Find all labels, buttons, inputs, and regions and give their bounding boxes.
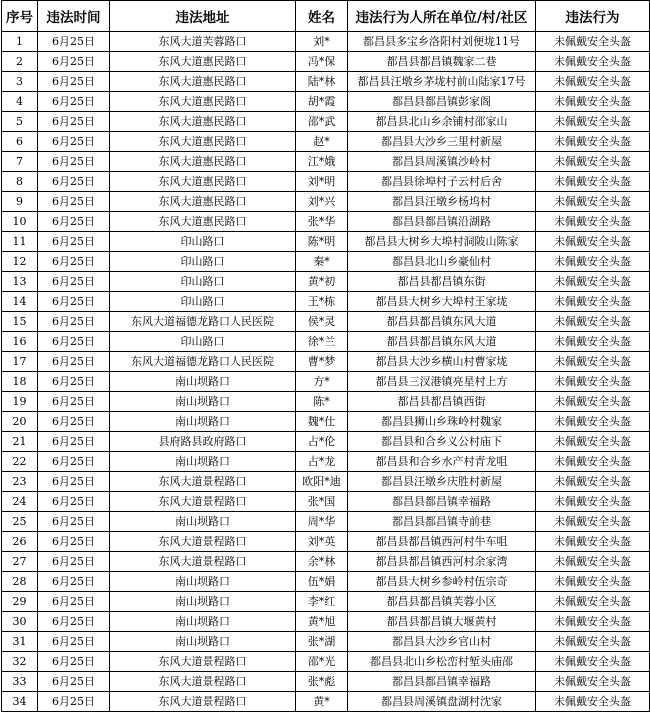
cell-behavior: 未佩戴安全头盔 <box>536 452 650 472</box>
cell-address: 东风大道惠民路口 <box>110 92 296 112</box>
cell-name: 刘*明 <box>296 172 348 192</box>
table-row <box>2 232 650 252</box>
table-row <box>2 192 650 212</box>
cell-unit: 都昌县和合乡义公村庙下 <box>348 432 536 452</box>
cell-time: 6月25日 <box>38 312 110 332</box>
cell-behavior: 未佩戴安全头盔 <box>536 492 650 512</box>
cell-name: 张*彪 <box>296 672 348 692</box>
cell-name: 江*娥 <box>296 152 348 172</box>
cell-unit: 都昌县都昌镇东风大道 <box>348 332 536 352</box>
cell-name: 刘* <box>296 32 348 52</box>
cell-index: 23 <box>2 472 38 492</box>
cell-unit: 都昌县都昌镇东街 <box>348 272 536 292</box>
cell-name: 曹*梦 <box>296 352 348 372</box>
cell-behavior: 未佩戴安全头盔 <box>536 572 650 592</box>
cell-address: 东风大道惠民路口 <box>110 152 296 172</box>
cell-name: 陈* <box>296 392 348 412</box>
cell-name: 占*伦 <box>296 432 348 452</box>
cell-time: 6月25日 <box>38 232 110 252</box>
table-row <box>2 212 650 232</box>
table-row <box>2 272 650 292</box>
cell-index: 28 <box>2 572 38 592</box>
cell-unit: 都昌县都昌镇西河村余家湾 <box>348 552 536 572</box>
cell-address: 南山坝路口 <box>110 452 296 472</box>
table-row <box>2 92 650 112</box>
table-row <box>2 652 650 672</box>
cell-time: 6月25日 <box>38 512 110 532</box>
table-row <box>2 132 650 152</box>
cell-index: 12 <box>2 252 38 272</box>
header-violator-unit: 违法行为人所在单位/村/社区 <box>348 1 536 32</box>
cell-index: 17 <box>2 352 38 372</box>
cell-index: 1 <box>2 32 38 52</box>
table-row <box>2 172 650 192</box>
table-row <box>2 292 650 312</box>
cell-time: 6月25日 <box>38 52 110 72</box>
cell-name: 黄* <box>296 692 348 712</box>
cell-address: 东风大道惠民路口 <box>110 212 296 232</box>
cell-address: 东风大道景程路口 <box>110 532 296 552</box>
cell-unit: 都昌县都昌镇彭家阁 <box>348 92 536 112</box>
cell-unit: 都昌县都昌镇幸福路 <box>348 672 536 692</box>
cell-name: 魏*仕 <box>296 412 348 432</box>
cell-name: 张*湖 <box>296 632 348 652</box>
cell-behavior: 未佩戴安全头盔 <box>536 332 650 352</box>
table-row <box>2 512 650 532</box>
cell-unit: 都昌县都昌镇芙蓉小区 <box>348 592 536 612</box>
cell-index: 19 <box>2 392 38 412</box>
cell-address: 东风大道景程路口 <box>110 652 296 672</box>
cell-unit: 都昌县都昌镇西河村牛车咀 <box>348 532 536 552</box>
cell-address: 东风大道景程路口 <box>110 472 296 492</box>
cell-address: 印山路口 <box>110 272 296 292</box>
table-row <box>2 492 650 512</box>
header-name: 姓名 <box>296 1 348 32</box>
cell-name: 占*龙 <box>296 452 348 472</box>
cell-index: 34 <box>2 692 38 712</box>
cell-time: 6月25日 <box>38 572 110 592</box>
cell-name: 邵*武 <box>296 112 348 132</box>
cell-behavior: 未佩戴安全头盔 <box>536 212 650 232</box>
cell-time: 6月25日 <box>38 532 110 552</box>
table-row <box>2 52 650 72</box>
cell-behavior: 未佩戴安全头盔 <box>536 32 650 52</box>
cell-behavior: 未佩戴安全头盔 <box>536 672 650 692</box>
cell-index: 8 <box>2 172 38 192</box>
cell-behavior: 未佩戴安全头盔 <box>536 532 650 552</box>
table-row <box>2 112 650 132</box>
cell-behavior: 未佩戴安全头盔 <box>536 172 650 192</box>
cell-name: 冯*保 <box>296 52 348 72</box>
cell-time: 6月25日 <box>38 32 110 52</box>
table-row <box>2 632 650 652</box>
table-row <box>2 372 650 392</box>
cell-index: 4 <box>2 92 38 112</box>
cell-address: 南山坝路口 <box>110 632 296 652</box>
cell-behavior: 未佩戴安全头盔 <box>536 112 650 132</box>
cell-name: 刘*英 <box>296 532 348 552</box>
cell-address: 东风大道惠民路口 <box>110 132 296 152</box>
table-row <box>2 532 650 552</box>
cell-time: 6月25日 <box>38 432 110 452</box>
cell-name: 刘*兴 <box>296 192 348 212</box>
cell-name: 张*国 <box>296 492 348 512</box>
cell-address: 南山坝路口 <box>110 512 296 532</box>
cell-unit: 都昌县徐埠村子云村后舍 <box>348 172 536 192</box>
cell-address: 东风大道惠民路口 <box>110 72 296 92</box>
cell-name: 邵*光 <box>296 652 348 672</box>
cell-name: 欧阳*迪 <box>296 472 348 492</box>
cell-unit: 都昌县北山乡余铺村邵家山 <box>348 112 536 132</box>
cell-behavior: 未佩戴安全头盔 <box>536 692 650 712</box>
cell-time: 6月25日 <box>38 592 110 612</box>
table-row <box>2 672 650 692</box>
violation-table <box>1 0 650 712</box>
cell-name: 方* <box>296 372 348 392</box>
cell-index: 2 <box>2 52 38 72</box>
cell-index: 9 <box>2 192 38 212</box>
cell-behavior: 未佩戴安全头盔 <box>536 432 650 452</box>
cell-address: 东风大道福德龙路口人民医院 <box>110 352 296 372</box>
cell-name: 周*华 <box>296 512 348 532</box>
cell-index: 33 <box>2 672 38 692</box>
cell-index: 11 <box>2 232 38 252</box>
cell-address: 东风大道惠民路口 <box>110 172 296 192</box>
cell-time: 6月25日 <box>38 252 110 272</box>
cell-unit: 都昌县都昌镇西街 <box>348 392 536 412</box>
cell-behavior: 未佩戴安全头盔 <box>536 92 650 112</box>
cell-unit: 都昌县周溪镇盘湖村沈家 <box>348 692 536 712</box>
cell-behavior: 未佩戴安全头盔 <box>536 472 650 492</box>
table-header <box>2 1 650 32</box>
table-body <box>2 32 650 712</box>
cell-name: 侯*灵 <box>296 312 348 332</box>
table-row <box>2 432 650 452</box>
cell-unit: 都昌县都昌镇东风大道 <box>348 312 536 332</box>
cell-index: 24 <box>2 492 38 512</box>
cell-time: 6月25日 <box>38 632 110 652</box>
cell-time: 6月25日 <box>38 552 110 572</box>
cell-index: 14 <box>2 292 38 312</box>
cell-address: 印山路口 <box>110 252 296 272</box>
cell-unit: 都昌县狮山乡珠岭村魏家 <box>348 412 536 432</box>
cell-address: 东风大道景程路口 <box>110 692 296 712</box>
cell-name: 张*华 <box>296 212 348 232</box>
cell-behavior: 未佩戴安全头盔 <box>536 512 650 532</box>
cell-time: 6月25日 <box>38 352 110 372</box>
cell-index: 21 <box>2 432 38 452</box>
table-row <box>2 252 650 272</box>
cell-time: 6月25日 <box>38 332 110 352</box>
cell-time: 6月25日 <box>38 412 110 432</box>
cell-time: 6月25日 <box>38 372 110 392</box>
cell-time: 6月25日 <box>38 612 110 632</box>
cell-time: 6月25日 <box>38 292 110 312</box>
table-row <box>2 552 650 572</box>
cell-index: 15 <box>2 312 38 332</box>
cell-behavior: 未佩戴安全头盔 <box>536 232 650 252</box>
cell-behavior: 未佩戴安全头盔 <box>536 132 650 152</box>
cell-address: 南山坝路口 <box>110 572 296 592</box>
cell-address: 东风大道景程路口 <box>110 492 296 512</box>
cell-behavior: 未佩戴安全头盔 <box>536 52 650 72</box>
cell-unit: 都昌县汪墩乡茅垅村前山陆家17号 <box>348 72 536 92</box>
cell-index: 5 <box>2 112 38 132</box>
table-row <box>2 72 650 92</box>
header-row <box>2 1 650 32</box>
cell-address: 东风大道惠民路口 <box>110 112 296 132</box>
cell-time: 6月25日 <box>38 692 110 712</box>
cell-index: 3 <box>2 72 38 92</box>
cell-index: 27 <box>2 552 38 572</box>
cell-index: 6 <box>2 132 38 152</box>
cell-name: 伍*娟 <box>296 572 348 592</box>
cell-unit: 都昌县周溪镇沙岭村 <box>348 152 536 172</box>
cell-unit: 都昌县大沙乡三里村新屋 <box>348 132 536 152</box>
table-row <box>2 352 650 372</box>
cell-name: 黄*初 <box>296 272 348 292</box>
cell-unit: 都昌县三汊港镇亮星村上方 <box>348 372 536 392</box>
cell-behavior: 未佩戴安全头盔 <box>536 592 650 612</box>
table-row <box>2 152 650 172</box>
header-violation-time: 违法时间 <box>38 1 110 32</box>
cell-time: 6月25日 <box>38 172 110 192</box>
cell-unit: 都昌县都昌镇魏家二巷 <box>348 52 536 72</box>
cell-behavior: 未佩戴安全头盔 <box>536 72 650 92</box>
cell-index: 29 <box>2 592 38 612</box>
cell-index: 26 <box>2 532 38 552</box>
cell-behavior: 未佩戴安全头盔 <box>536 372 650 392</box>
cell-address: 东风大道景程路口 <box>110 552 296 572</box>
cell-behavior: 未佩戴安全头盔 <box>536 152 650 172</box>
table-row <box>2 612 650 632</box>
cell-address: 东风大道景程路口 <box>110 672 296 692</box>
cell-behavior: 未佩戴安全头盔 <box>536 352 650 372</box>
cell-time: 6月25日 <box>38 652 110 672</box>
cell-name: 余*林 <box>296 552 348 572</box>
cell-name: 陆*林 <box>296 72 348 92</box>
cell-unit: 都昌县都昌镇大堰黄村 <box>348 612 536 632</box>
cell-time: 6月25日 <box>38 272 110 292</box>
cell-time: 6月25日 <box>38 132 110 152</box>
cell-index: 25 <box>2 512 38 532</box>
cell-behavior: 未佩戴安全头盔 <box>536 312 650 332</box>
cell-index: 20 <box>2 412 38 432</box>
cell-index: 22 <box>2 452 38 472</box>
cell-index: 31 <box>2 632 38 652</box>
cell-address: 印山路口 <box>110 332 296 352</box>
cell-behavior: 未佩戴安全头盔 <box>536 272 650 292</box>
cell-time: 6月25日 <box>38 112 110 132</box>
table-row <box>2 452 650 472</box>
cell-name: 胡*霞 <box>296 92 348 112</box>
table-row <box>2 692 650 712</box>
cell-unit: 都昌县汪墩乡杨坞村 <box>348 192 536 212</box>
cell-unit: 都昌县和合乡水产村青龙咀 <box>348 452 536 472</box>
cell-name: 秦* <box>296 252 348 272</box>
cell-behavior: 未佩戴安全头盔 <box>536 292 650 312</box>
cell-address: 东风大道福德龙路口人民医院 <box>110 312 296 332</box>
cell-name: 赵* <box>296 132 348 152</box>
cell-address: 印山路口 <box>110 232 296 252</box>
cell-time: 6月25日 <box>38 672 110 692</box>
cell-time: 6月25日 <box>38 392 110 412</box>
cell-index: 10 <box>2 212 38 232</box>
cell-behavior: 未佩戴安全头盔 <box>536 652 650 672</box>
cell-index: 16 <box>2 332 38 352</box>
cell-address: 县府路县政府路口 <box>110 432 296 452</box>
cell-index: 7 <box>2 152 38 172</box>
cell-address: 南山坝路口 <box>110 372 296 392</box>
table-row <box>2 592 650 612</box>
cell-unit: 都昌县大树乡大埠村洞陂山陈家 <box>348 232 536 252</box>
cell-unit: 都昌县大沙乡官山村 <box>348 632 536 652</box>
cell-index: 18 <box>2 372 38 392</box>
cell-behavior: 未佩戴安全头盔 <box>536 412 650 432</box>
cell-unit: 都昌县都昌镇幸福路 <box>348 492 536 512</box>
cell-unit: 都昌县大树乡参岭村伍宗奇 <box>348 572 536 592</box>
cell-index: 30 <box>2 612 38 632</box>
cell-name: 王*栋 <box>296 292 348 312</box>
cell-time: 6月25日 <box>38 212 110 232</box>
cell-unit: 都昌县北山乡松峦村堑头庙邵 <box>348 652 536 672</box>
cell-time: 6月25日 <box>38 492 110 512</box>
cell-address: 南山坝路口 <box>110 592 296 612</box>
table-row <box>2 572 650 592</box>
cell-address: 东风大道芙蓉路口 <box>110 32 296 52</box>
cell-address: 东风大道惠民路口 <box>110 52 296 72</box>
table-row <box>2 32 650 52</box>
cell-time: 6月25日 <box>38 192 110 212</box>
cell-address: 南山坝路口 <box>110 612 296 632</box>
cell-time: 6月25日 <box>38 152 110 172</box>
cell-time: 6月25日 <box>38 472 110 492</box>
cell-behavior: 未佩戴安全头盔 <box>536 632 650 652</box>
cell-behavior: 未佩戴安全头盔 <box>536 392 650 412</box>
cell-behavior: 未佩戴安全头盔 <box>536 252 650 272</box>
cell-index: 13 <box>2 272 38 292</box>
cell-unit: 都昌县大树乡大埠村王家垅 <box>348 292 536 312</box>
header-violation-address: 违法地址 <box>110 1 296 32</box>
table-row <box>2 392 650 412</box>
header-index: 序号 <box>2 1 38 32</box>
cell-unit: 都昌县都昌镇寺前巷 <box>348 512 536 532</box>
cell-address: 东风大道惠民路口 <box>110 192 296 212</box>
cell-unit: 都昌县都昌镇沿湖路 <box>348 212 536 232</box>
cell-address: 印山路口 <box>110 292 296 312</box>
cell-name: 徐*兰 <box>296 332 348 352</box>
cell-behavior: 未佩戴安全头盔 <box>536 612 650 632</box>
cell-behavior: 未佩戴安全头盔 <box>536 192 650 212</box>
cell-time: 6月25日 <box>38 92 110 112</box>
cell-unit: 都昌县多宝乡洛阳村刘便垅11号 <box>348 32 536 52</box>
cell-time: 6月25日 <box>38 72 110 92</box>
cell-unit: 都昌县大沙乡横山村曹家垅 <box>348 352 536 372</box>
cell-name: 黄*旭 <box>296 612 348 632</box>
cell-time: 6月25日 <box>38 452 110 472</box>
cell-address: 南山坝路口 <box>110 412 296 432</box>
table-row <box>2 412 650 432</box>
cell-address: 南山坝路口 <box>110 392 296 412</box>
cell-unit: 都昌县北山乡豪仙村 <box>348 252 536 272</box>
cell-index: 32 <box>2 652 38 672</box>
table-row <box>2 472 650 492</box>
cell-name: 陈*明 <box>296 232 348 252</box>
table-row <box>2 332 650 352</box>
cell-behavior: 未佩戴安全头盔 <box>536 552 650 572</box>
cell-name: 李*红 <box>296 592 348 612</box>
header-violation-behavior: 违法行为 <box>536 1 650 32</box>
table-row <box>2 312 650 332</box>
cell-unit: 都昌县汪墩乡庆胜村新屋 <box>348 472 536 492</box>
